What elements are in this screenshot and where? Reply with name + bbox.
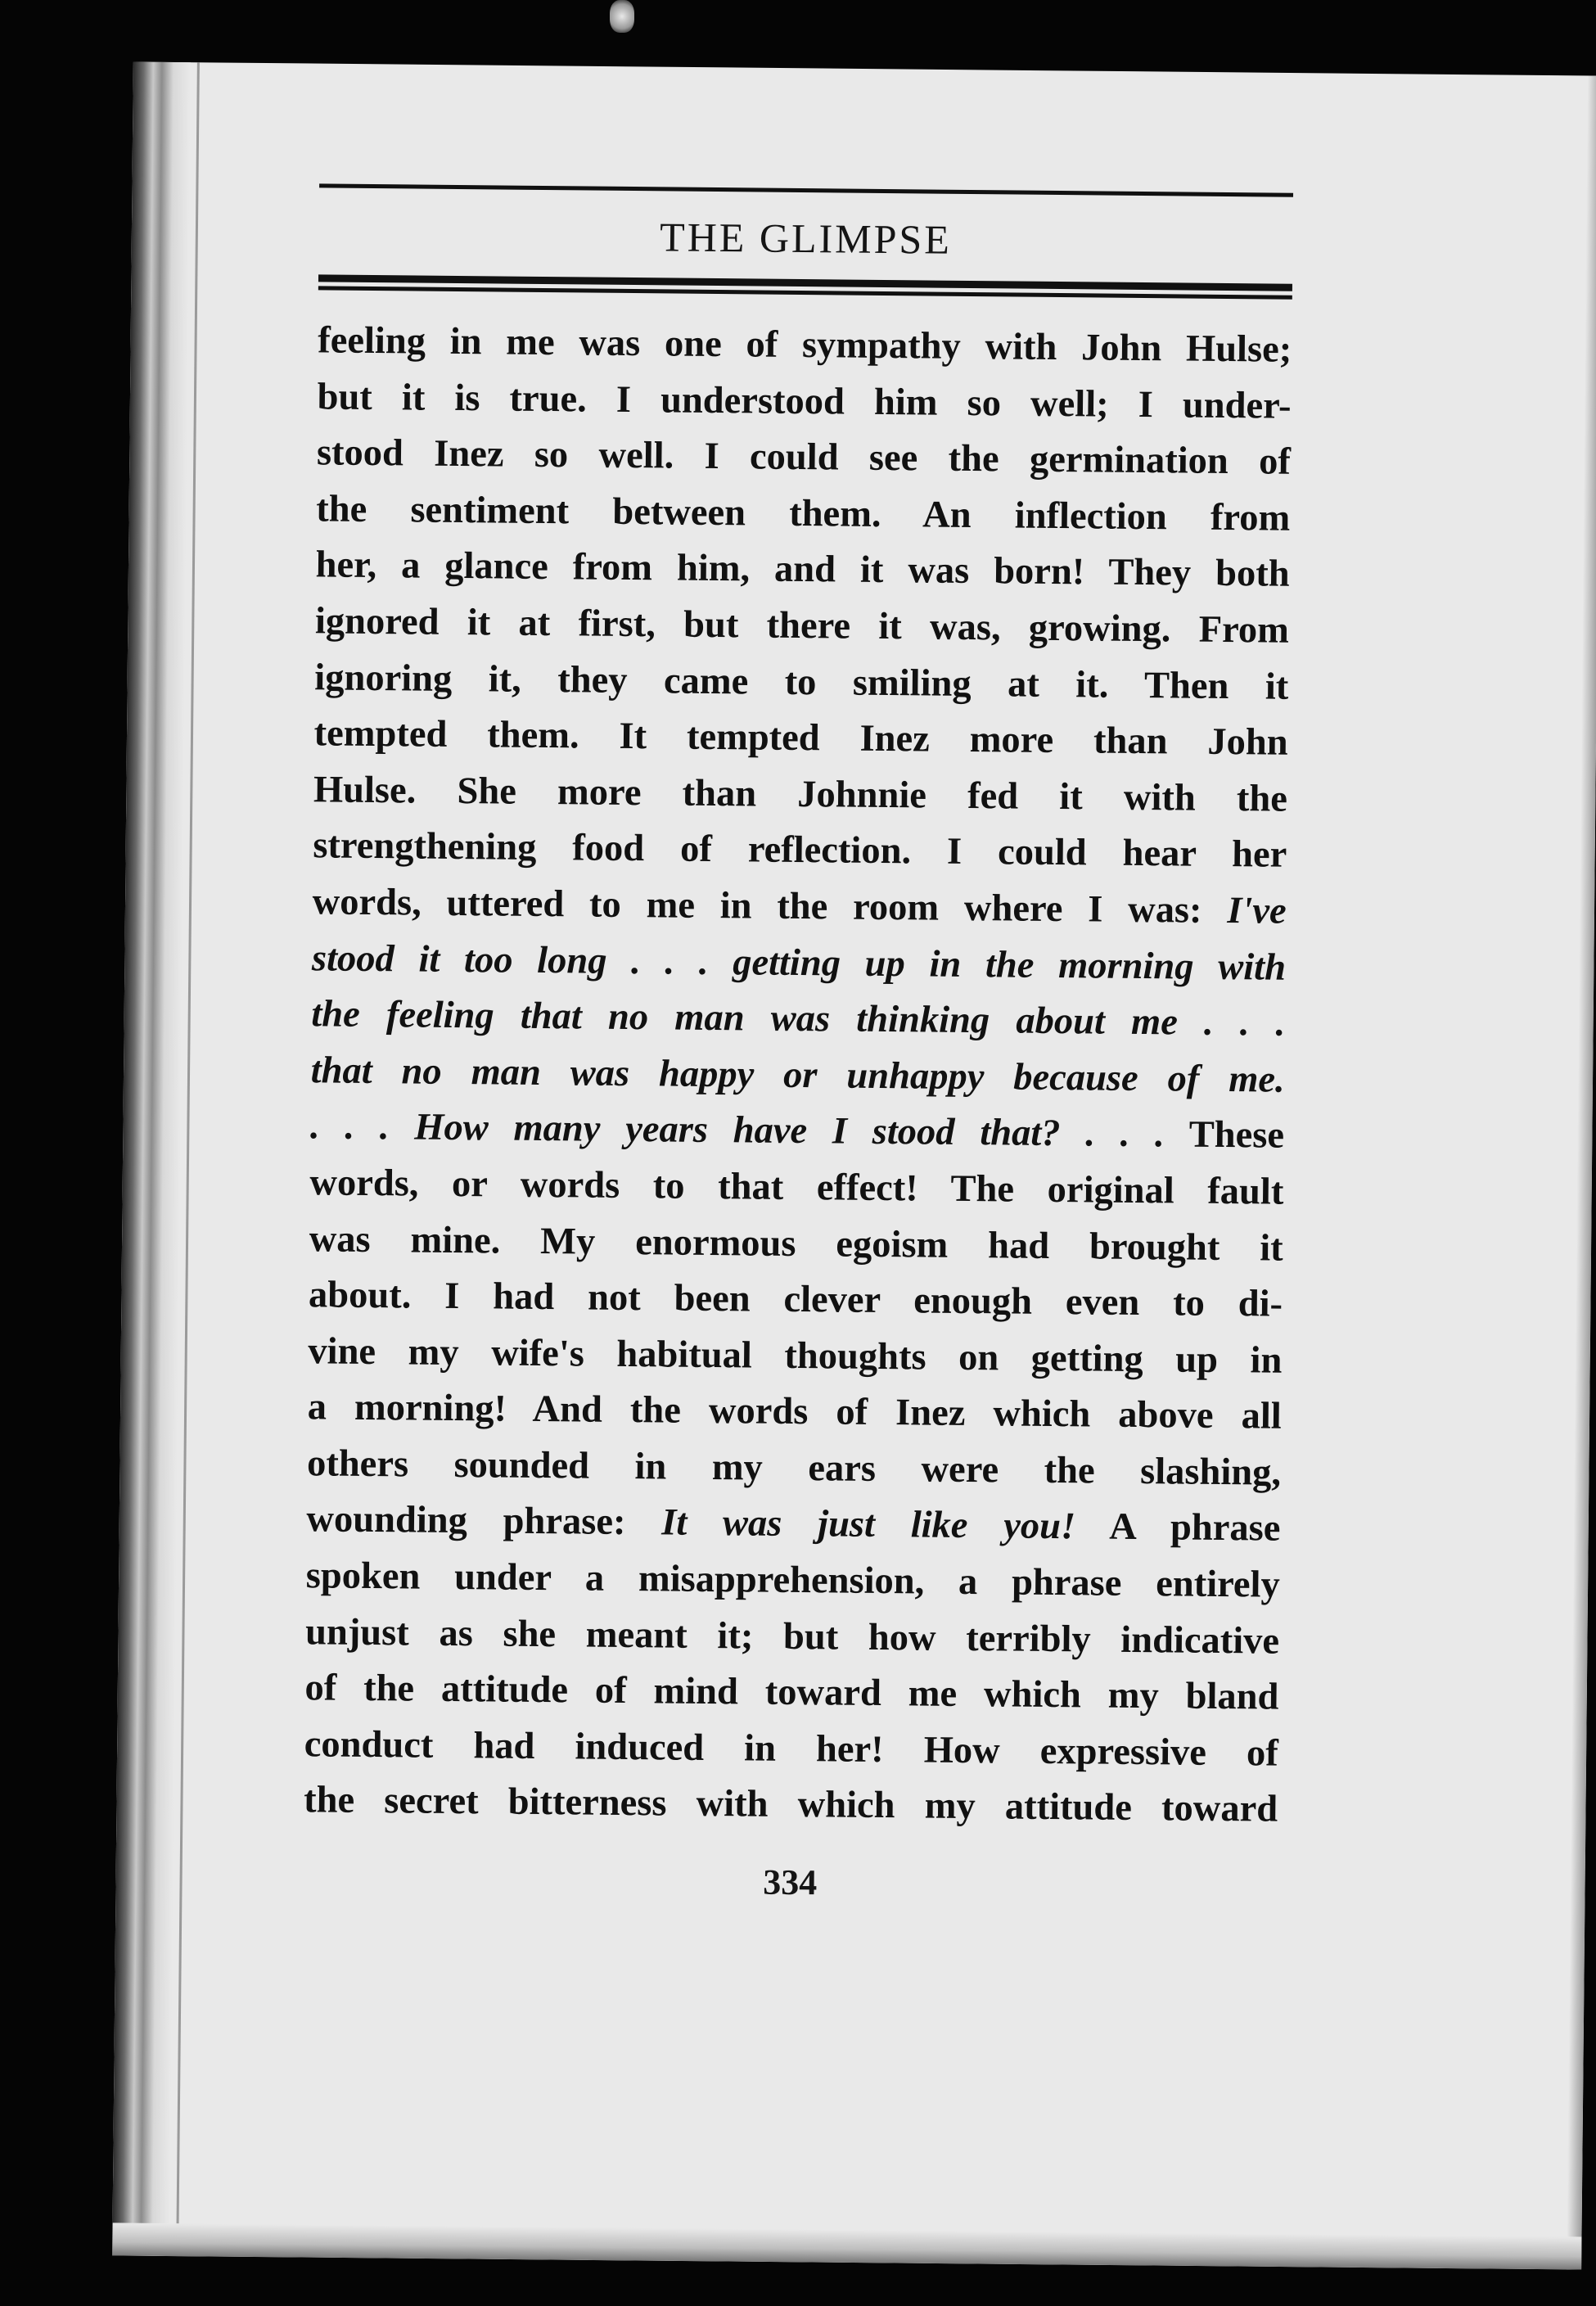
text-line: but it is true. I understood him so well; I under- [317,375,1292,427]
text-line: that no man was happy or unhappy because of me. [310,1049,1285,1101]
text-line: . . . How many years have I stood that? . . . These [309,1105,1285,1158]
text-line: spoken under a misapprehension, a phrase entirely [305,1555,1280,1606]
text-line: unjust as she meant it; but how terribly indicative [304,1610,1280,1663]
text-line: ignoring it, they came to smiling at it. Then it [314,656,1289,708]
text-line: vine my wife's habitual thoughts on getting up in [308,1329,1283,1382]
text-line: the feeling that no man was thinking about me . . . [311,993,1286,1045]
text-line: about. I had not been clever enough even to di- [308,1274,1283,1325]
text-line: words, uttered to me in the room where I was: I've [312,881,1287,932]
text-line: others sounded in my ears were the slashing, [306,1442,1282,1494]
text-line: was mine. My enormous egoism had brought it [309,1217,1283,1270]
text-line: tempted them. It tempted Inez more than John [313,712,1288,764]
text-line: conduct had induced in her! How expressive of [304,1723,1278,1775]
page-number: 334 [762,1861,818,1903]
text-block [303,183,1293,1911]
scan-artifact [610,0,634,33]
text-line: ignored it at first, but there it was, growing. From [314,600,1290,652]
running-head: THE GLIMPSE [659,214,953,263]
page-edge [1567,76,1596,2270]
text-line: of the attitude of mind toward me which my bland [304,1667,1279,1718]
text-line: wounding phrase: It was just like you! A phrase [306,1498,1281,1550]
text-line: strengthening food of reflection. I could hear her [313,824,1287,877]
text-line: words, or words to that effect! The original fault [309,1162,1284,1213]
text-line: Hulse. She more than Johnnie fed it with the [313,769,1288,820]
text-line: her, a glance from him, and it was born! They both [315,544,1290,596]
text-line: feeling in me was one of sympathy with John Hulse; [318,319,1292,371]
text-line: stood Inez so well. I could see the germination of [316,431,1292,483]
text-line: a morning! And the words of Inez which above all [307,1386,1282,1437]
text-line: stood it too long . . . getting up in the morning with [311,936,1287,989]
page-bottom-shadow [112,2223,1581,2269]
text-line: the secret bitterness with which my attitude toward [303,1779,1278,1831]
body-text [304,313,1292,1838]
text-line: the sentiment between them. An inflection from [316,488,1291,539]
